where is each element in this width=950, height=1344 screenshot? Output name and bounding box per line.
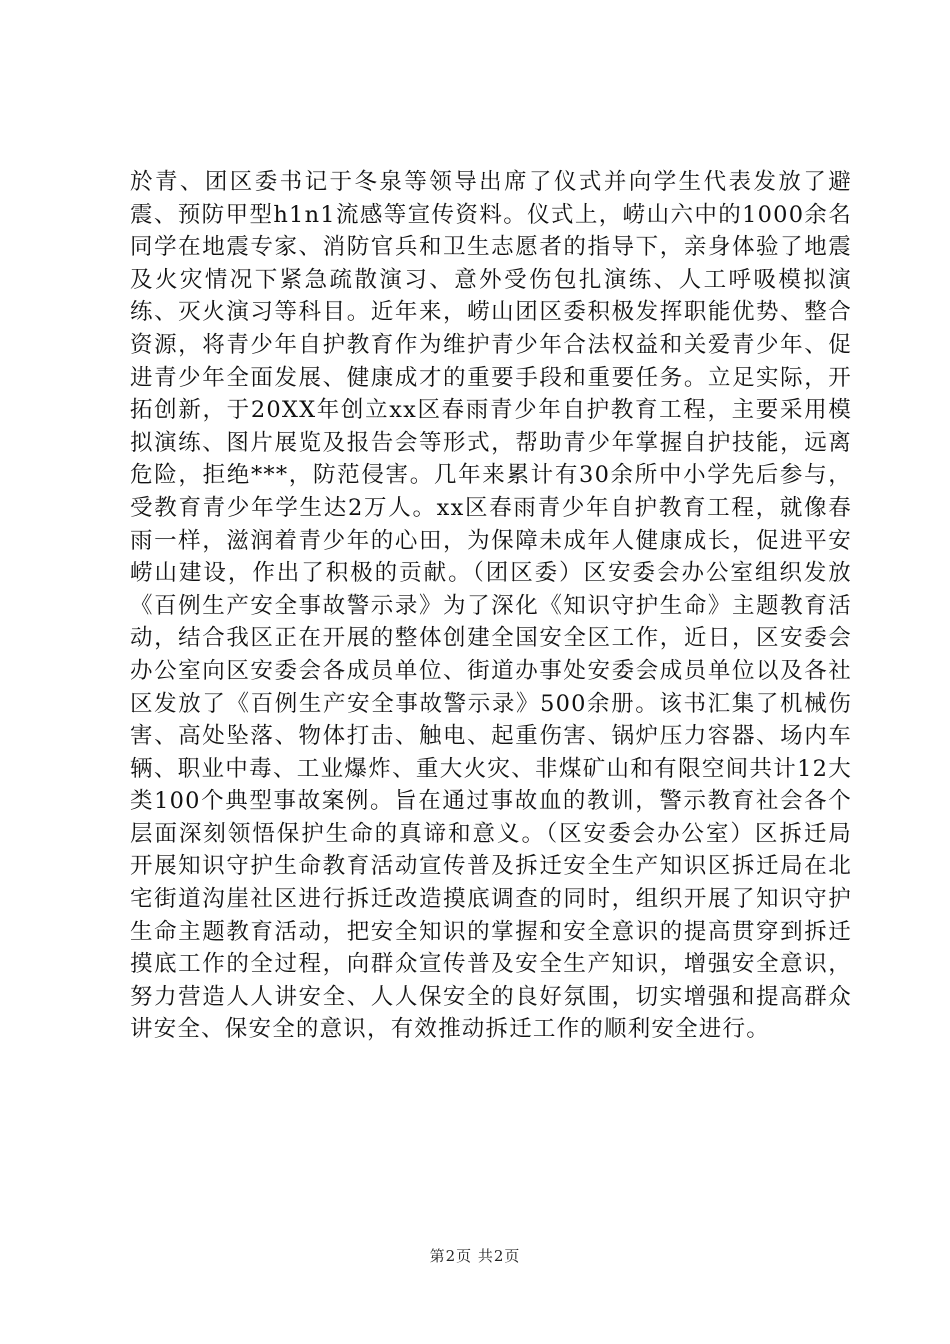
- body-paragraph: 於青、团区委书记于冬泉等领导出席了仪式并向学生代表发放了避震、预防甲型h1n1流感等宣传资料。仪式上，崂山六中的1000余名同学在地震专家、消防官兵和卫生志愿者的指导下，亲身体验了地震及火灾情况下紧急疏散演习、意外受伤包扎演练、人工呼吸模拟演练、灭火演习等科目。近年来，崂山团区委积极发挥职能优势、整合资源，将青少年自护教育作为维护青少年合法权益和关爱青少年、促进青少年全面发展、健康成才的重要手段和重要任务。立足实际，开拓创新，于20XX年创立xx区春雨青少年自护教育工程，主要采用模拟演练、图片展览及报告会等形式，帮助青少年掌握自护技能，远离危险，拒绝***，防范侵害。几年来累计有30余所中小学先后参与，受教育青少年学生达2万人。xx区春雨青少年自护教育工程，就像春雨一样，滋润着青少年的心田，为保障未成年人健康成长，促进平安崂山建设，作出了积极的贡献。（团区委）区安委会办公室组织发放《百例生产安全事故警示录》为了深化《知识守护生命》主题教育活动，结合我区正在开展的整体创建全国安全区工作，近日，区安委会办公室向区安委会各成员单位、街道办事处安委会成员单位以及各社区发放了《百例生产安全事故警示录》500余册。该书汇集了机械伤害、高处坠落、物体打击、触电、起重伤害、锅炉压力容器、场内车辆、职业中毒、工业爆炸、重大火灾、非煤矿山和有限空间共计12大类100个典型事故案例。旨在通过事故血的教训，警示教育社会各个层面深刻领悟保护生命的真谛和意义。（区安委会办公室）区拆迁局开展知识守护生命教育活动宣传普及拆迁安全生产知识区拆迁局在北宅街道沟崖社区进行拆迁改造摸底调查的同时，组织开展了知识守护生命主题教育活动，把安全知识的掌握和安全意识的提高贯穿到拆迁摸底工作的全过程，向群众宣传普及安全生产知识，增强安全意识，努力营造人人讲安全、人人保安全的良好氛围，切实增强和提高群众讲安全、保安全的意识，有效推动拆迁工作的顺利安全进行。: [130, 169, 852, 1043]
- page-number-footer: 第2页 共2页: [429, 1247, 521, 1265]
